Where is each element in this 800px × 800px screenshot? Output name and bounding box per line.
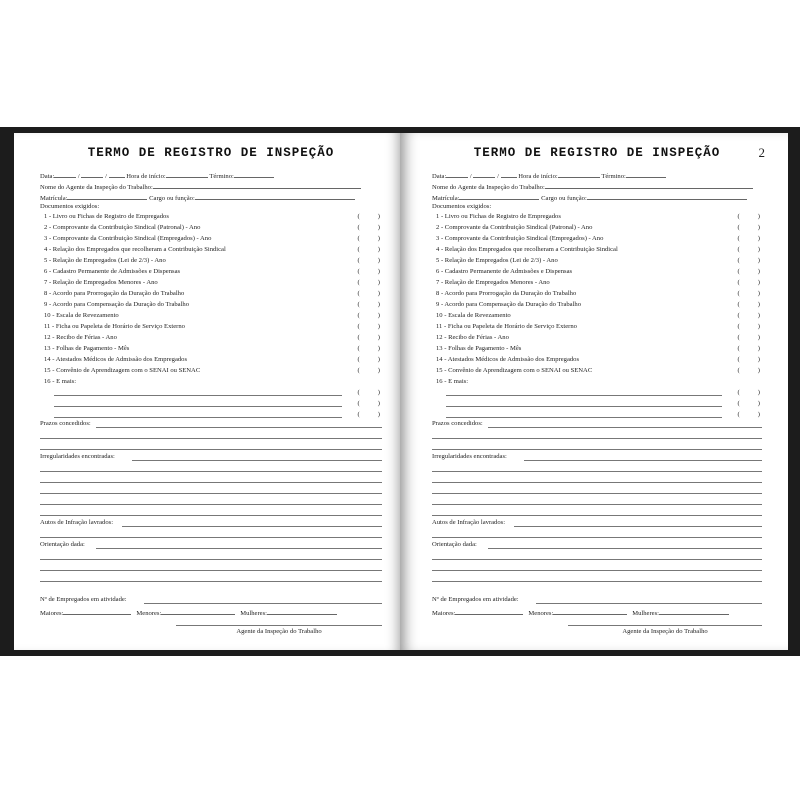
documents-header (432, 204, 491, 212)
blank-line (558, 171, 600, 178)
document-item (436, 357, 762, 365)
document-item (436, 324, 762, 332)
document-checkbox: ( ) (737, 257, 760, 264)
blank-line (536, 603, 762, 604)
document-item (44, 280, 382, 288)
document-checkbox: ( ) (357, 400, 380, 407)
blank-line (659, 608, 729, 615)
page-title: TERMO DE REGISTRO DE INSPEÇÃO (473, 146, 721, 160)
blank-line (432, 471, 762, 472)
document-checkbox: ( ) (737, 400, 760, 407)
blank-line (432, 581, 762, 582)
signature-line (176, 625, 382, 626)
agent-name-row (432, 182, 762, 190)
document-checkbox: ( ) (357, 257, 380, 264)
blank-line (54, 406, 342, 407)
documents-label: Documentos exigidos: (40, 203, 100, 210)
blank-line (40, 504, 382, 505)
agent-name-label: Nome do Agente da Inspeção do Trabalho: (40, 184, 153, 191)
document-item (44, 324, 382, 332)
document-item-label: 16 - E mais: (44, 378, 77, 385)
document-item-label: 3 - Comprovante da Contribuição Sindical (Empregados) - Ano (44, 235, 212, 242)
blank-line (54, 417, 342, 418)
blank-line (67, 193, 147, 200)
blank-line (553, 608, 627, 615)
document-item (436, 302, 762, 310)
document-item-label: 1 - Livro ou Fichas de Registro de Empregados (44, 213, 169, 220)
document-item-label: 8 - Acordo para Prorrogação da Duração do Trabalho (44, 290, 185, 297)
document-checkbox: ( ) (357, 213, 380, 220)
document-item-label: 14 - Atestados Médicos de Admissão dos Empregados (44, 356, 188, 363)
documents-label: Documentos exigidos: (432, 203, 492, 210)
registration-label: Matrícula: (40, 195, 68, 202)
document-item (44, 269, 382, 277)
blank-line (545, 182, 753, 189)
document-checkbox: ( ) (737, 268, 760, 275)
document-checkbox: ( ) (357, 345, 380, 352)
blank-line (446, 417, 722, 418)
deadlines-label-text: Prazos concedidos: (432, 420, 483, 427)
blank-line (488, 548, 762, 549)
blank-line (109, 171, 125, 178)
document-checkbox: ( ) (737, 411, 760, 418)
irregularities-label-text: Irregularidades encontradas: (432, 453, 507, 460)
document-checkbox: ( ) (357, 389, 380, 396)
document-item-label: 10 - Escala de Revezamento (436, 312, 511, 319)
role-label: Cargo ou função: (541, 195, 587, 202)
role-label: Cargo ou função: (149, 195, 195, 202)
blank-line (63, 608, 131, 615)
document-item-label: 9 - Acordo para Compensação da Duração do Trabalho (44, 301, 190, 308)
blank-line (40, 581, 382, 582)
document-item-label: 15 - Convênio de Aprendizagem com o SENAI ou SENAC (44, 367, 201, 374)
document-checkbox: ( ) (357, 290, 380, 297)
document-checkbox: ( ) (737, 356, 760, 363)
blank-line (432, 515, 762, 516)
blank-line (432, 482, 762, 483)
document-item-label: 3 - Comprovante da Contribuição Sindical (Empregados) - Ano (436, 235, 604, 242)
document-checkbox: ( ) (357, 301, 380, 308)
document-checkbox: ( ) (357, 235, 380, 242)
minors-label: Menores: (136, 610, 162, 617)
document-item (436, 269, 762, 277)
infractions-label (432, 520, 505, 528)
adults-label: Maiores: (40, 610, 64, 617)
document-item (44, 335, 382, 343)
document-item-label: 11 - Ficha ou Papeleta de Horário de Serviço Externo (44, 323, 185, 330)
document-item-label: 7 - Relação de Empregados Menores - Ano (436, 279, 550, 286)
document-item-label: 15 - Convênio de Aprendizagem com o SENAI ou SENAC (436, 367, 593, 374)
page-right (400, 133, 788, 650)
women-label: Mulheres: (632, 610, 660, 617)
guidance-label-text: Orientação dada: (432, 541, 477, 548)
document-checkbox: ( ) (357, 323, 380, 330)
document-item (436, 236, 762, 244)
document-checkbox: ( ) (737, 323, 760, 330)
agent-name-row (40, 182, 382, 190)
document-item (436, 214, 762, 222)
women-label: Mulheres: (240, 610, 268, 617)
date-label: Data: (40, 173, 55, 180)
blank-line (96, 548, 382, 549)
blank-line (81, 171, 103, 178)
infractions-label-text: Autos de Infração lavrados: (40, 519, 114, 526)
adults-label: Maiores: (432, 610, 456, 617)
deadlines-label (40, 421, 91, 429)
page-title: TERMO DE REGISTRO DE INSPEÇÃO (87, 146, 335, 160)
blank-line (122, 526, 382, 527)
document-checkbox: ( ) (737, 246, 760, 253)
blank-line (446, 171, 468, 178)
blank-line (195, 193, 355, 200)
blank-line (432, 504, 762, 505)
blank-line (432, 493, 762, 494)
date-label: Data: (432, 173, 447, 180)
document-item (44, 214, 382, 222)
employee-counts-row (40, 608, 382, 616)
start-time-label: Hora de início: (126, 173, 166, 180)
document-item-label: 9 - Acordo para Compensação da Duração do Trabalho (436, 301, 582, 308)
document-checkbox: ( ) (737, 224, 760, 231)
blank-line (626, 171, 666, 178)
blank-line (153, 182, 361, 189)
document-item (44, 258, 382, 266)
end-time-label: Término: (601, 173, 626, 180)
employees-label (432, 597, 519, 605)
blank-line (514, 526, 762, 527)
irregularities-label (432, 454, 507, 462)
blank-line (40, 570, 382, 571)
blank-line (40, 471, 382, 472)
document-checkbox: ( ) (357, 268, 380, 275)
document-item-label: 6 - Cadastro Permanente de Admissões e Dispensas (44, 268, 181, 275)
employee-counts-row (432, 608, 762, 616)
document-checkbox: ( ) (737, 389, 760, 396)
signature-label: Agente da Inspeção do Trabalho (622, 628, 708, 635)
document-checkbox: ( ) (357, 334, 380, 341)
blank-line (40, 537, 382, 538)
blank-line (432, 438, 762, 439)
infractions-label (40, 520, 113, 528)
employees-label-text: Nº de Empregados em atividade: (40, 596, 127, 603)
document-checkbox: ( ) (357, 312, 380, 319)
document-checkbox: ( ) (737, 301, 760, 308)
blank-line (161, 608, 235, 615)
deadlines-label (432, 421, 483, 429)
irregularities-label-text: Irregularidades encontradas: (40, 453, 115, 460)
document-item-label: 2 - Comprovante da Contribuição Sindical (Patronal) - Ano (44, 224, 201, 231)
blank-line (501, 171, 517, 178)
blank-line (473, 171, 495, 178)
date-time-row: Data: / / Hora de início: Término: (40, 171, 274, 179)
document-item (436, 258, 762, 266)
document-item-label: 12 - Recibo de Férias - Ano (44, 334, 117, 341)
document-checkbox: ( ) (737, 290, 760, 297)
document-checkbox: ( ) (357, 367, 380, 374)
document-checkbox: ( ) (357, 246, 380, 253)
agent-name-label: Nome do Agente da Inspeção do Trabalho: (432, 184, 545, 191)
signature-line (568, 625, 762, 626)
document-checkbox: ( ) (737, 334, 760, 341)
document-item (44, 236, 382, 244)
blank-line (96, 427, 382, 428)
blank-line (40, 438, 382, 439)
document-item-label: 4 - Relação dos Empregados que recolheram a Contribuição Sindical (44, 246, 226, 253)
document-checkbox: ( ) (737, 345, 760, 352)
blank-line (132, 460, 382, 461)
document-item (436, 379, 762, 387)
document-item (44, 346, 382, 354)
document-item-label: 8 - Acordo para Prorrogação da Duração do Trabalho (436, 290, 577, 297)
end-time-label: Término: (209, 173, 234, 180)
infractions-label-text: Autos de Infração lavrados: (432, 519, 506, 526)
blank-line (40, 449, 382, 450)
blank-line (587, 193, 747, 200)
document-item (436, 313, 762, 321)
document-item (436, 247, 762, 255)
document-item-label: 13 - Folhas de Pagamento - Mês (436, 345, 522, 352)
document-checkbox: ( ) (357, 224, 380, 231)
blank-line (40, 493, 382, 494)
document-checkbox: ( ) (357, 356, 380, 363)
document-item-label: 7 - Relação de Empregados Menores - Ano (44, 279, 158, 286)
blank-line (432, 570, 762, 571)
blank-line (488, 427, 762, 428)
registration-row (40, 193, 355, 201)
page-left (14, 133, 400, 650)
document-checkbox: ( ) (737, 279, 760, 286)
document-checkbox: ( ) (737, 312, 760, 319)
document-item-label: 10 - Escala de Revezamento (44, 312, 119, 319)
document-item (436, 225, 762, 233)
document-item (44, 225, 382, 233)
document-item (44, 291, 382, 299)
blank-line (524, 460, 762, 461)
guidance-label (40, 542, 85, 550)
document-item-label: 5 - Relação de Empregados (Lei de 2/3) - Ano (436, 257, 558, 264)
document-item-label: 1 - Livro ou Fichas de Registro de Empregados (436, 213, 561, 220)
blank-line (40, 515, 382, 516)
page-number: 2 (758, 145, 765, 160)
document-item (436, 346, 762, 354)
document-item (44, 313, 382, 321)
document-checkbox: ( ) (357, 411, 380, 418)
document-item (436, 335, 762, 343)
blank-line (432, 537, 762, 538)
guidance-label-text: Orientação dada: (40, 541, 85, 548)
document-item (44, 247, 382, 255)
blank-line (455, 608, 523, 615)
blank-line (432, 559, 762, 560)
document-checkbox: ( ) (357, 279, 380, 286)
blank-line (446, 406, 722, 407)
document-item (44, 379, 382, 387)
blank-line (432, 449, 762, 450)
start-time-label: Hora de início: (518, 173, 558, 180)
document-item-label: 14 - Atestados Médicos de Admissão dos Empregados (436, 356, 580, 363)
signature-label: Agente da Inspeção do Trabalho (236, 628, 322, 635)
irregularities-label (40, 454, 115, 462)
blank-line (40, 559, 382, 560)
blank-line (54, 395, 342, 396)
document-checkbox: ( ) (737, 235, 760, 242)
document-item (44, 357, 382, 365)
registration-label: Matrícula: (432, 195, 460, 202)
blank-line (40, 482, 382, 483)
document-item-label: 2 - Comprovante da Contribuição Sindical (Patronal) - Ano (436, 224, 593, 231)
blank-line (446, 395, 722, 396)
blank-line (459, 193, 539, 200)
blank-line (144, 603, 382, 604)
document-item (436, 280, 762, 288)
document-item-label: 12 - Recibo de Férias - Ano (436, 334, 509, 341)
guidance-label (432, 542, 477, 550)
blank-line (166, 171, 208, 178)
document-item-label: 6 - Cadastro Permanente de Admissões e Dispensas (436, 268, 573, 275)
document-item (44, 368, 382, 376)
document-item-label: 13 - Folhas de Pagamento - Mês (44, 345, 130, 352)
document-checkbox: ( ) (737, 367, 760, 374)
date-time-row: Data: / / Hora de início: Término: (432, 171, 666, 179)
document-checkbox: ( ) (737, 213, 760, 220)
document-item-label: 4 - Relação dos Empregados que recolheram a Contribuição Sindical (436, 246, 618, 253)
employees-label (40, 597, 127, 605)
document-item-label: 11 - Ficha ou Papeleta de Horário de Serviço Externo (436, 323, 577, 330)
blank-line (267, 608, 337, 615)
document-item (44, 302, 382, 310)
documents-header (40, 204, 99, 212)
minors-label: Menores: (528, 610, 554, 617)
blank-line (54, 171, 76, 178)
document-item (436, 368, 762, 376)
employees-label-text: Nº de Empregados em atividade: (432, 596, 519, 603)
registration-row (432, 193, 747, 201)
blank-line (234, 171, 274, 178)
deadlines-label-text: Prazos concedidos: (40, 420, 91, 427)
document-item-label: 5 - Relação de Empregados (Lei de 2/3) - Ano (44, 257, 166, 264)
document-item (436, 291, 762, 299)
document-item-label: 16 - E mais: (436, 378, 469, 385)
